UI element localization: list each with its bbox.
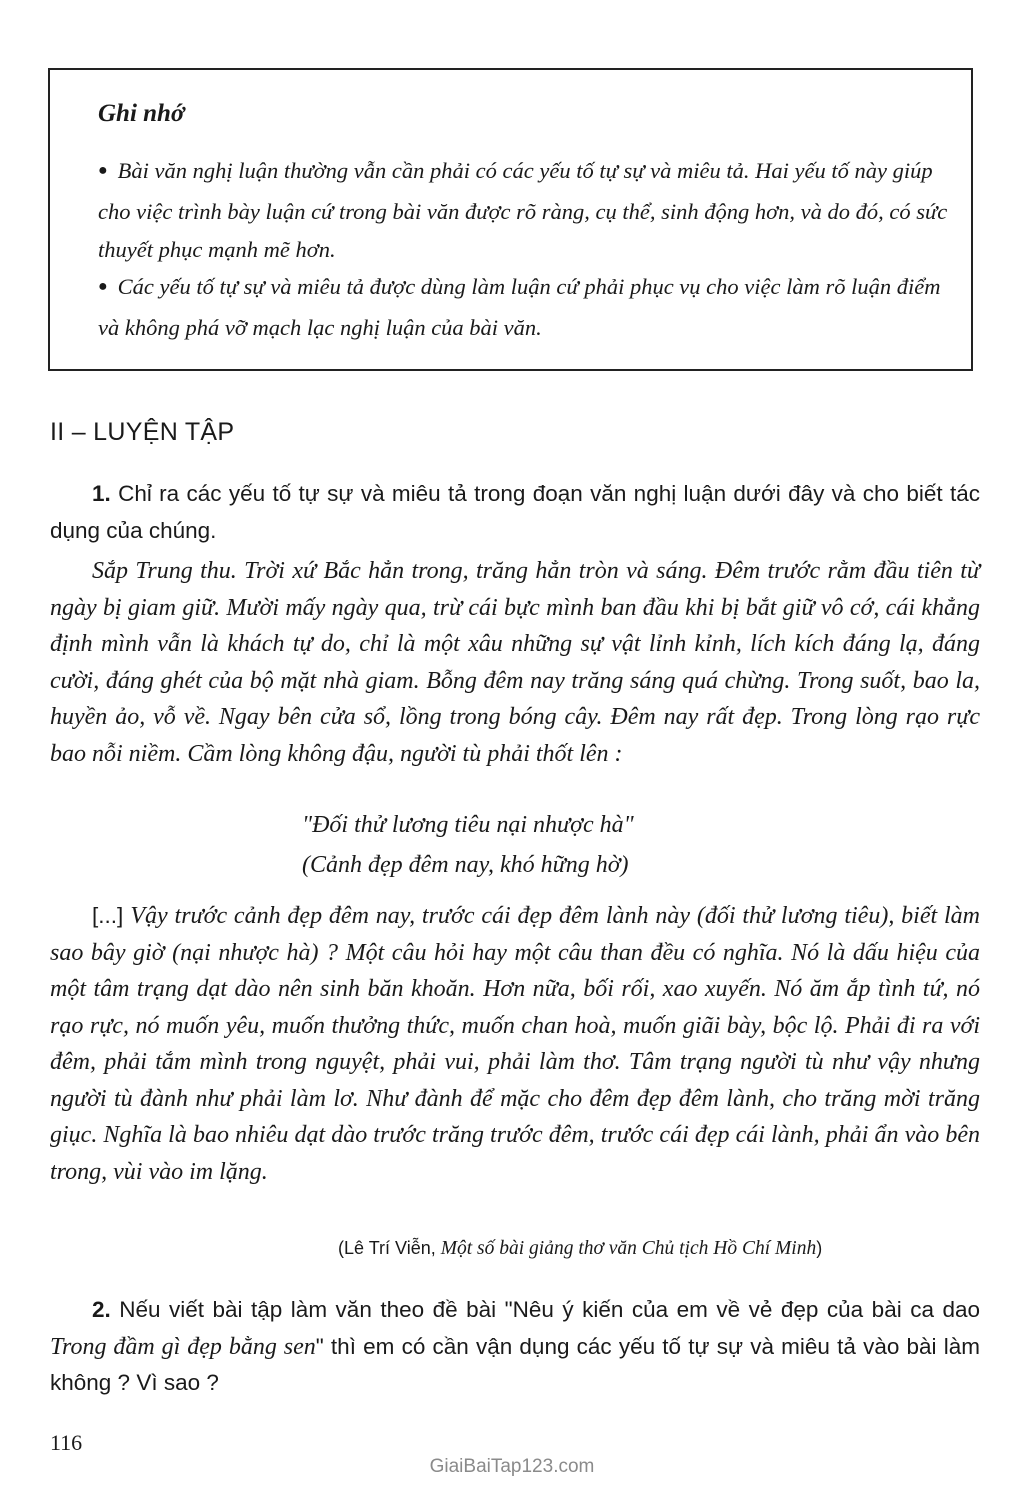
exercise-1-prompt: 1. Chỉ ra các yếu tố tự sự và miêu tả trong đoạn văn nghị luận dưới đây và cho biết tác dụng của chúng.: [50, 481, 980, 543]
passage-part-2: [...] Vậy trước cảnh đẹp đêm nay, trước cái đẹp đêm lành này (đối thử lương tiêu), biết làm sao bây giờ (nại nhược hà) ? Một câu hỏi hay một câu than đều có nghĩa. Nó là dấu hiệu của một tâm trạng dạt dào nên sinh băn khoăn. Hơn nữa, bối rối, xao xuyến. Nó ăm ắp tình tứ, nó rạo rực, nó muốn yêu, muốn thưởng thức, muốn chan hoà, muốn giãi bày, bộc lộ. Phải đi ra với đêm, phải tắm mình trong nguyệt, phải vui, phải làm thơ. Tâm trạng người tù như vậy nhưng người tù đành như phải làm lơ. Như đành để mặc cho đêm đẹp đêm lành, cho trăng mời trăng giục. Nghĩa là bao nhiêu dạt dào trước trăng trước đêm, trước cái đẹp cái lành, phải ẩn vào bên trong, vùi vào im lặng.: [50, 903, 980, 1185]
poem-quote-line-1: "Đối thử lương tiêu nại nhược hà": [302, 812, 634, 838]
exercise-1-number: 1.: [92, 481, 111, 506]
bullet-icon: ●: [98, 162, 108, 179]
exercise-2-number: 2.: [92, 1297, 111, 1322]
poem-quote-line-2: (Cảnh đẹp đêm nay, khó hững hờ): [302, 852, 629, 878]
section-title: II – LUYỆN TẬP: [50, 418, 235, 446]
ghi-nho-box: [48, 68, 973, 371]
ghi-nho-bullet-2: ● Các yếu tố tự sự và miêu tả được dùng làm luận cứ phải phục vụ cho việc làm rõ luận điểm và không phá vỡ mạch lạc nghị luận của bài văn.: [98, 274, 941, 340]
exercise-2: 2. Nếu viết bài tập làm văn theo đề bài "Nêu ý kiến của em về vẻ đẹp của bài ca dao Trong đầm gì đẹp bằng sen" thì em có cần vận dụng các yếu tố tự sự và miêu tả vào bài làm không ? Vì sao ?: [50, 1297, 980, 1395]
ghi-nho-title: Ghi nhớ: [98, 100, 185, 127]
passage-part-1: Sắp Trung thu. Trời xứ Bắc hẳn trong, trăng hẳn tròn và sáng. Đêm trước rằm đầu tiên từ ngày bị giam giữ. Mười mấy ngày qua, trừ cái bực mình ban đầu khi bị bắt giữ vô cớ, cái khẳng định mình vẫn là khách tự do, chỉ là một xâu những sự vật lỉnh kỉnh, lích kích đáng lạ, đáng cười, đáng ghét của bộ mặt nhà giam. Bỗng đêm nay trăng sáng quá chừng. Trong suốt, bao la, huyền ảo, vỗ về. Ngay bên cửa sổ, lồng trong bóng cây. Đêm nay rất đẹp. Trong lòng rạo rực bao nỗi niềm. Cầm lòng không đậu, người tù phải thốt lên :: [50, 558, 980, 767]
ellipsis: [...]: [92, 903, 124, 928]
ghi-nho-bullet-1: ● Bài văn nghị luận thường vẫn cần phải có các yếu tố tự sự và miêu tả. Hai yếu tố này giúp cho việc trình bày luận cứ trong bài văn được rõ ràng, cụ thể, sinh động hơn, và do đó, có sức thuyết phục mạnh mẽ hơn.: [98, 158, 948, 262]
bullet-icon: ●: [98, 278, 108, 295]
citation: (Lê Trí Viễn, Một số bài giảng thơ văn Chủ tịch Hồ Chí Minh): [338, 1238, 823, 1259]
watermark: GiaiBaiTap123.com: [429, 1456, 595, 1477]
page-number: 116: [50, 1430, 83, 1455]
